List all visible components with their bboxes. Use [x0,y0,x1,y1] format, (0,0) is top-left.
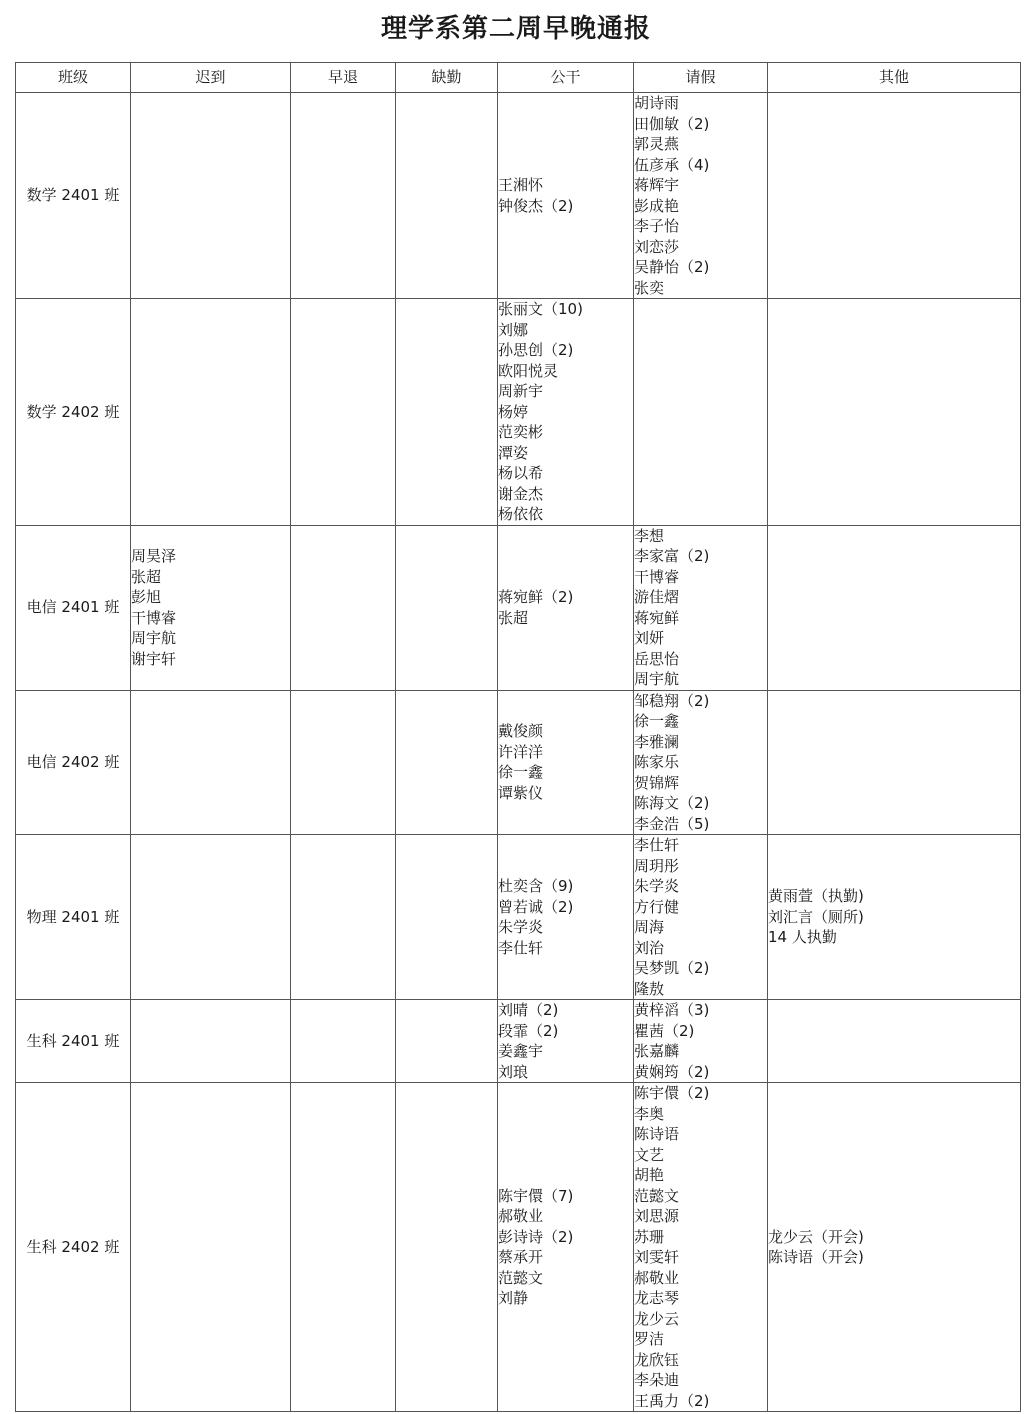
other-cell [768,835,1021,1000]
name-entry: 范奕彬 [498,423,544,441]
early-leave-cell [291,835,396,1000]
name-entry: 李仕轩 [634,836,680,854]
other-cell [768,299,1021,526]
name-entry: 刘恋莎 [634,237,680,256]
name-entry: 张丽文（10) [498,300,583,318]
name-entry: 张超 [131,567,162,586]
header-leave: 请假 [634,63,768,93]
name-entry: 刘妍 [634,629,665,647]
name-entry: 黄娴筠（2) [634,1062,710,1081]
name-entry: 姜鑫宇 [498,1042,544,1060]
name-entry: 郝敬业 [634,1268,680,1287]
late-cell [131,299,291,526]
name-entry: 欧阳悦灵 [498,361,559,380]
name-entry: 彭旭 [131,588,162,606]
table-row [16,1083,1021,1412]
table-row [16,835,1021,1000]
late-cell [131,93,291,299]
absent-cell [396,1083,498,1412]
name-entry: 杨婷 [498,402,529,421]
name-entry: 吴梦凯（2) [634,959,710,977]
name-entry: 张嘉麟 [634,1042,680,1060]
name-entry: 邹稳翔（2) [634,691,710,710]
name-entry: 田伽敏（2) [634,114,710,133]
name-entry: 谢宇轩 [131,649,177,668]
name-entry: 陈家乐 [634,753,680,771]
name-entry: 杜奕含（9) [498,877,574,895]
name-entry: 文艺 [634,1145,665,1164]
name-entry: 周宇航 [634,670,680,688]
header-class: 班级 [16,63,131,93]
name-entry: 张奕 [634,278,665,297]
other-cell [768,525,1021,690]
name-entry: 黄梓滔（3) [634,1001,710,1019]
name-entry: 钟俊杰（2) [498,196,574,215]
name-entry: 周昊泽 [131,547,177,565]
class-name: 生科 2402 班 [16,1083,131,1412]
name-entry: 谭紫仪 [498,783,544,802]
name-entry: 陈海文（2) [634,794,710,812]
header-other: 其他 [768,63,1021,93]
name-entry: 刘静 [498,1289,529,1307]
name-entry: 张超 [498,608,529,627]
name-entry: 杨依依 [498,505,544,523]
leave-cell [634,1000,768,1083]
name-entry: 贺锦辉 [634,773,680,792]
table-row [16,299,1021,526]
name-entry: 周玥彤 [634,856,680,875]
late-cell [131,835,291,1000]
name-entry: 胡艳 [634,1166,665,1184]
name-entry: 方行健 [634,897,680,916]
name-entry: 瞿茜（2) [634,1021,695,1040]
table-body [16,93,1021,1412]
absent-cell [396,525,498,690]
class-name: 电信 2401 班 [16,525,131,690]
name-entry: 杨以希 [498,464,544,482]
late-cell [131,690,291,835]
leave-cell [634,1083,768,1412]
official-cell [498,1000,634,1083]
page-title: 理学系第二周早晚通报 [380,14,651,44]
late-cell [131,1083,291,1412]
early-leave-cell [291,525,396,690]
name-entry: 蔡承开 [498,1248,544,1266]
official-cell [498,525,634,690]
name-entry: 李朵迪 [634,1371,680,1389]
name-entry: 孙思创（2) [498,341,574,359]
name-entry: 蒋宛鲜（2) [498,588,574,606]
name-entry: 刘治 [634,938,665,957]
name-entry: 朱学炎 [498,918,544,936]
absent-cell [396,93,498,299]
leave-cell [634,525,768,690]
name-entry: 龙少云（开会) [768,1227,864,1246]
name-entry: 谢金杰 [498,484,544,503]
name-entry: 胡诗雨 [634,94,680,112]
official-cell [498,299,634,526]
name-entry: 周宇航 [131,629,177,647]
name-entry: 隆敖 [634,979,665,998]
name-entry: 彭成艳 [634,196,680,215]
other-cell [768,93,1021,299]
table-row [16,690,1021,835]
class-name: 数学 2401 班 [16,93,131,299]
name-entry: 朱学炎 [634,877,680,895]
early-leave-cell [291,299,396,526]
leave-cell [634,690,768,835]
name-entry: 刘雯轩 [634,1248,680,1266]
late-cell [131,1000,291,1083]
leave-cell [634,835,768,1000]
name-entry: 岳思怡 [634,649,680,668]
name-entry: 李金浩（5) [634,814,710,833]
class-name: 电信 2402 班 [16,690,131,835]
name-entry: 龙欣钰 [634,1350,680,1369]
name-entry: 刘琅 [498,1062,529,1081]
absent-cell [396,299,498,526]
other-cell [768,690,1021,835]
name-entry: 龙志琴 [634,1289,680,1307]
late-cell [131,525,291,690]
name-entry: 曾若诚（2) [498,897,574,916]
name-entry: 潭姿 [498,443,529,462]
name-entry: 游佳熠 [634,588,680,606]
name-entry: 刘思源 [634,1207,680,1225]
name-entry: 李想 [634,526,665,545]
name-entry: 14 人执勤 [768,928,837,947]
name-entry: 刘娜 [498,320,529,339]
name-entry: 周新宇 [498,382,544,400]
name-entry: 蒋宛鲜 [634,608,680,627]
name-entry: 李子怡 [634,217,680,235]
name-entry: 戴俊颜 [498,722,544,741]
name-entry: 李家富（2) [634,547,710,565]
official-cell [498,93,634,299]
name-entry: 郭灵燕 [634,135,680,153]
table-row [16,525,1021,690]
header-official: 公干 [498,63,634,93]
official-cell [498,835,634,1000]
name-entry: 范懿文 [634,1186,680,1205]
name-entry: 陈宇儇（7) [498,1186,574,1205]
name-entry: 干博睿 [131,608,177,627]
name-entry: 范懿文 [498,1268,544,1287]
table-row [16,1000,1021,1083]
table-row [16,93,1021,299]
name-entry: 周海 [634,918,665,936]
name-entry: 刘晴（2) [498,1001,559,1019]
leave-cell [634,93,768,299]
name-entry: 徐一鑫 [498,763,544,782]
name-entry: 王禹力（2) [634,1391,710,1410]
name-entry: 伍彦承（4) [634,155,710,174]
attendance-table [15,62,1021,1412]
class-name: 数学 2402 班 [16,299,131,526]
early-leave-cell [291,690,396,835]
early-leave-cell [291,1000,396,1083]
header-late: 迟到 [131,63,291,93]
other-cell [768,1000,1021,1083]
name-entry: 吴静怡（2) [634,258,710,276]
early-leave-cell [291,1083,396,1412]
early-leave-cell [291,93,396,299]
other-cell [768,1083,1021,1412]
name-entry: 段霏（2) [498,1021,559,1040]
absent-cell [396,690,498,835]
leave-cell [634,299,768,526]
absent-cell [396,835,498,1000]
name-entry: 陈诗语 [634,1125,680,1143]
header-row [16,63,1021,93]
name-entry: 刘汇言（厕所) [768,907,864,926]
absent-cell [396,1000,498,1083]
name-entry: 罗洁 [634,1330,665,1348]
name-entry: 龙少云 [634,1309,680,1328]
header-absent: 缺勤 [396,63,498,93]
name-entry: 彭诗诗（2) [498,1227,574,1246]
name-entry: 干博睿 [634,567,680,586]
header-early-leave: 早退 [291,63,396,93]
name-entry: 李仕轩 [498,938,544,957]
name-entry: 徐一鑫 [634,712,680,730]
name-entry: 许洋洋 [498,742,544,761]
name-entry: 李奥 [634,1104,665,1123]
name-entry: 李雅澜 [634,732,680,751]
class-name: 物理 2401 班 [16,835,131,1000]
class-name: 生科 2401 班 [16,1000,131,1083]
name-entry: 王湘怀 [498,176,544,194]
name-entry: 郝敬业 [498,1207,544,1225]
name-entry: 苏珊 [634,1227,665,1246]
name-entry: 陈诗语（开会) [768,1248,864,1266]
name-entry: 陈宇儇（2) [634,1084,710,1102]
name-entry: 黄雨萱（执勤) [768,887,864,906]
official-cell [498,690,634,835]
name-entry: 蒋辉宇 [634,176,680,194]
official-cell [498,1083,634,1412]
